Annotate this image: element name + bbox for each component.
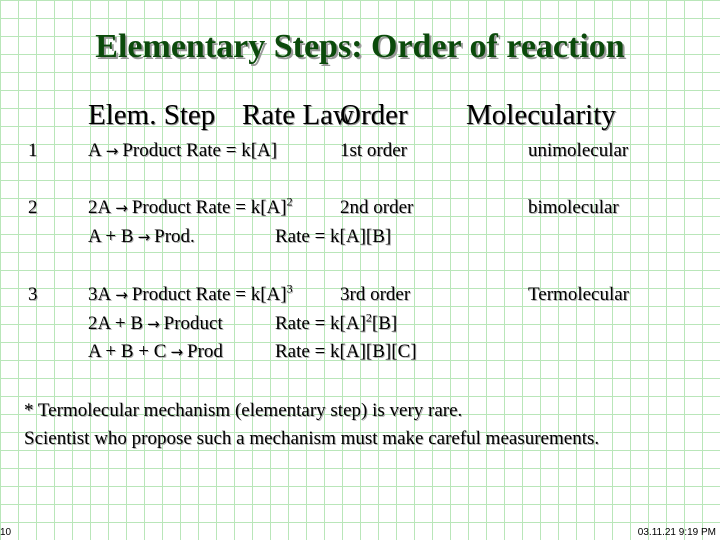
molecularity-value: unimolecular — [528, 140, 629, 161]
header-molecularity: Molecularity — [466, 99, 616, 131]
arrow-icon: → — [115, 286, 128, 304]
footnote-line-1: * Termolecular mechanism (elementary step) is very rare. — [24, 400, 463, 421]
product: Prod. — [154, 226, 195, 247]
reaction-line — [88, 313, 223, 335]
slide-title: Elementary Steps: Order of reaction — [95, 28, 625, 65]
molecularity-value: Termolecular — [528, 284, 630, 305]
molecularity-value: bimolecular — [528, 197, 619, 218]
product-and-rate: Product Rate = k[A] — [131, 197, 287, 218]
reactants: 2A — [88, 197, 112, 218]
reaction-line — [88, 341, 223, 363]
arrow-icon: → — [147, 315, 160, 333]
reaction-order: 2nd order — [340, 197, 414, 218]
rate-law: Rate = k[A][B] — [275, 226, 392, 247]
rate-law-suffix: [B] — [371, 313, 398, 334]
rate-law-prefix: Rate = k[A] — [275, 313, 366, 334]
reactants: A + B + C — [88, 341, 167, 362]
datestamp: 03.11.21 9:19 PM — [637, 527, 716, 538]
reaction-line — [88, 281, 293, 306]
reactants: 3A — [88, 284, 112, 305]
header-rate-law: Rate Law — [242, 99, 354, 131]
reactants: 2A + B — [88, 313, 144, 334]
product-and-rate: Product Rate = k[A] — [131, 284, 287, 305]
reaction-order: 3rd order — [340, 284, 411, 305]
reaction-line — [88, 194, 293, 219]
rate-exponent: 2 — [286, 194, 293, 209]
product: Product — [163, 313, 223, 334]
rate-exponent: 3 — [286, 281, 293, 296]
product: Prod — [187, 341, 223, 362]
arrow-icon: → — [137, 228, 151, 246]
row-number: 1 — [28, 140, 38, 161]
arrow-icon: → — [115, 199, 128, 217]
row-number: 2 — [28, 197, 38, 218]
reactants: A + B — [88, 226, 134, 247]
arrow-icon: → — [105, 142, 119, 160]
reaction-order: 1st order — [340, 140, 408, 161]
row-number: 3 — [28, 284, 38, 305]
header-order: Order — [340, 99, 408, 131]
arrow-icon: → — [170, 343, 184, 361]
slide-number: 10 — [0, 527, 12, 538]
rate-law — [275, 310, 398, 335]
header-elem-step: Elem. Step — [88, 99, 216, 131]
rate-exponent: 2 — [365, 310, 372, 325]
footnote-line-2: Scientist who propose such a mechanism must make careful measurements. — [24, 428, 600, 449]
reaction-line — [88, 226, 195, 248]
reactants: A — [88, 140, 102, 161]
rate-law: Rate = k[A][B][C] — [275, 341, 417, 362]
reaction-line — [88, 140, 277, 162]
product-and-rate: Product Rate = k[A] — [122, 140, 278, 161]
